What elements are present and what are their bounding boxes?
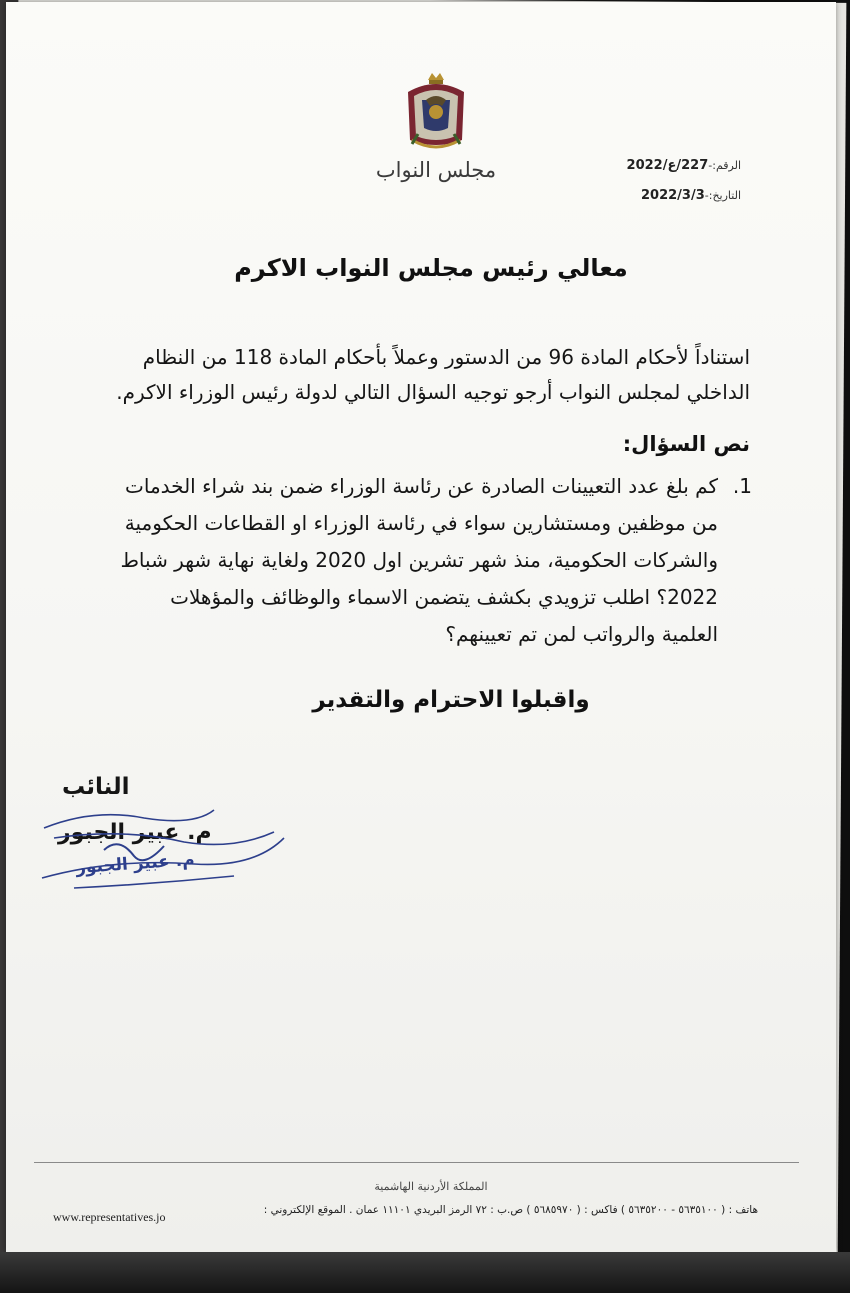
salutation: معالي رئيس مجلس النواب الاكرم: [234, 254, 628, 282]
letter-date: [641, 188, 741, 203]
intro-paragraph: استناداً لأحكام المادة 96 من الدستور وعملاً بأحكام المادة 118 من النظام الداخلي لمجلس النواب أرجو توجيه السؤال التالي لدولة رئيس الوزراء الاكرم.: [116, 345, 750, 404]
footer-contact-info: هاتف : ( ٥٦٣٥١٠٠ - ٥٦٣٥٢٠٠ ) فاكس : ( ٥٦٨٥٩٧٠ ) ص.ب : ٧٢ الرمز البريدي ١١١٠١ عمان . الموقع الإلكتروني :: [263, 1204, 758, 1216]
reference-number: [627, 158, 741, 173]
reference-value: 227/ع/2022: [626, 158, 709, 173]
footer-divider: [34, 1162, 799, 1163]
date-label: التاريخ:-: [704, 189, 741, 202]
signatory-title: النائب: [62, 774, 130, 800]
footer-website: www.representatives.jo: [53, 1210, 166, 1224]
question-heading: نص السؤال:: [622, 432, 750, 456]
letter-page: [6, 2, 836, 1252]
signature-stamp: م. عبير الجبور: [75, 849, 196, 879]
bottom-background: [0, 1252, 850, 1293]
date-value: 2022/3/3: [640, 188, 705, 203]
question-item: [112, 468, 752, 653]
question-number: 1.: [732, 474, 752, 498]
handwritten-signature-icon: [34, 798, 294, 908]
reference-label: الرقم:-: [708, 159, 741, 172]
council-name-logotype: مجلس النواب: [375, 158, 497, 182]
footer-kingdom-name: المملكة الأردنية الهاشمية: [374, 1180, 488, 1193]
jordan-coat-of-arms-icon: [402, 70, 470, 152]
signatory-name: م. عبير الجبور: [58, 820, 212, 845]
closing-line: واقبلوا الاحترام والتقدير: [312, 687, 590, 713]
question-text: كم بلغ عدد التعيينات الصادرة عن رئاسة الوزراء ضمن بند شراء الخدمات من موظفين ومستشارين سواء في رئاسة الوزراء او القطاعات الحكومية والشركات الحكومية، منذ شهر تشرين اول 2020 ولغاية نهاية شهر شباط 2022؟ اطلب تزويدي بكشف يتضمن الاسماء والوظائف والمؤهلات العلمية والرواتب لمن تم تعيينهم؟: [120, 474, 718, 646]
